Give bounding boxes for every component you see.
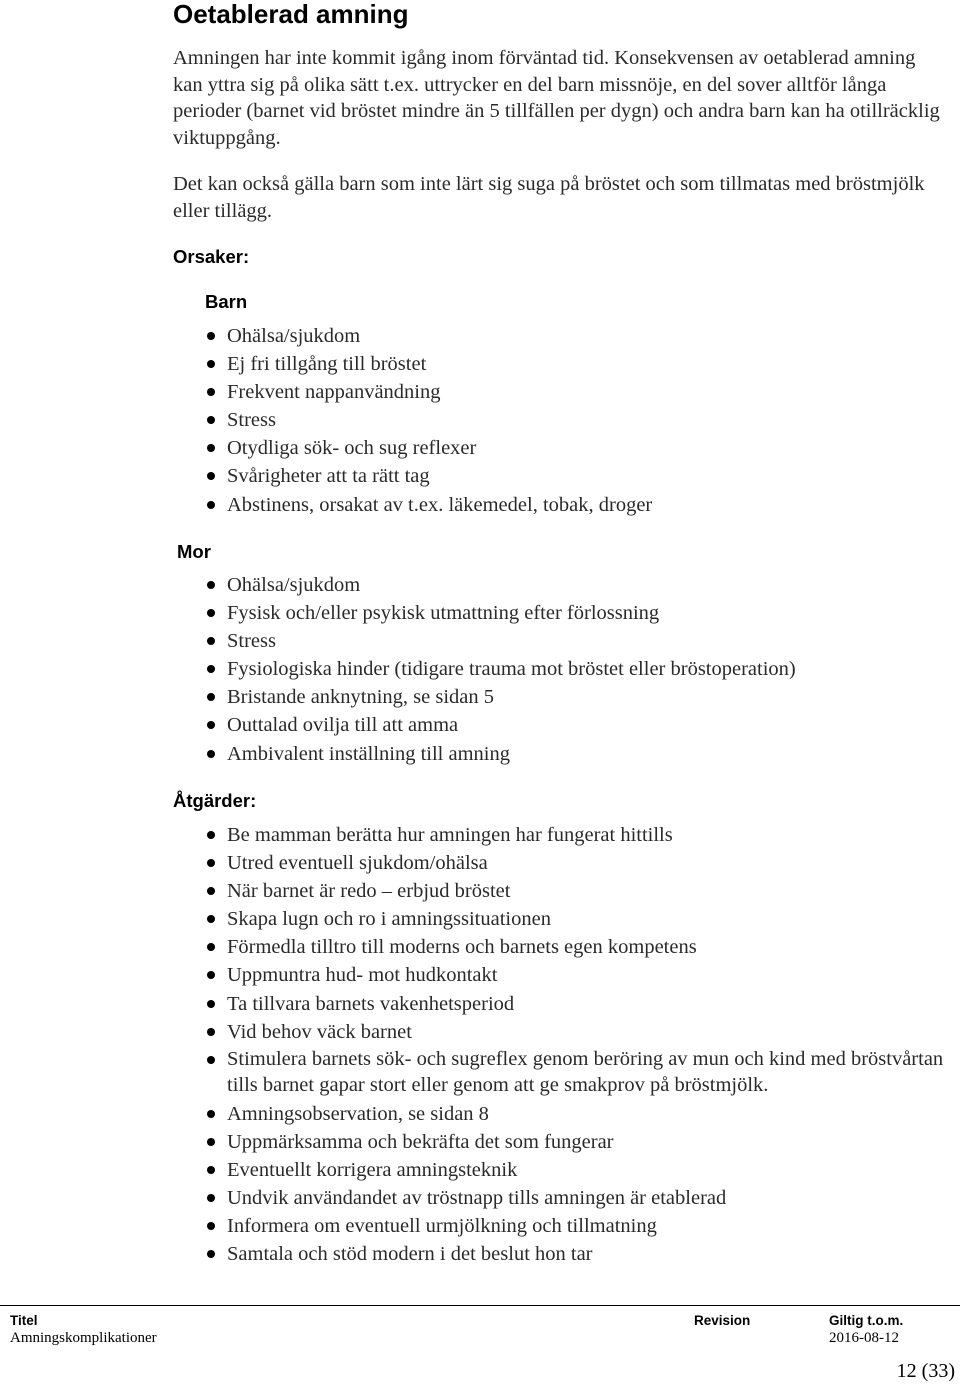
- bullet-icon: [207, 831, 215, 839]
- bullet-icon: [207, 859, 215, 867]
- mother-causes-list: [205, 571, 945, 768]
- bullet-icon: [207, 472, 215, 480]
- bullet-icon: [207, 609, 215, 617]
- list-item: Otydliga sök- och sug reflexer: [205, 434, 945, 462]
- list-item: När barnet är redo – erbjud bröstet: [205, 877, 945, 905]
- list-item: Be mamman berätta hur amningen har fungerat hittills: [205, 821, 945, 849]
- bullet-icon: [207, 887, 215, 895]
- footer-valid-label: Giltig t.o.m.: [829, 1313, 904, 1328]
- bullet-icon: [207, 665, 215, 673]
- list-item: Stress: [205, 627, 945, 655]
- causes-heading: Orsaker:: [173, 246, 250, 267]
- bullet-icon: [207, 332, 215, 340]
- bullet-icon: [207, 1110, 215, 1118]
- list-item: Abstinens, orsakat av t.ex. läkemedel, tobak, droger: [205, 491, 945, 519]
- bullet-icon: [207, 1222, 215, 1230]
- child-causes-heading: Barn: [205, 291, 248, 312]
- bullet-icon: [207, 943, 215, 951]
- actions-list: [205, 821, 945, 1268]
- list-item: Svårigheter att ta rätt tag: [205, 462, 945, 490]
- list-item: Fysisk och/eller psykisk utmattning efter förlossning: [205, 599, 945, 627]
- bullet-icon: [207, 360, 215, 368]
- list-item: Outtalad ovilja till att amma: [205, 711, 945, 739]
- list-item: Fysiologiska hinder (tidigare trauma mot bröstet eller bröstoperation): [205, 655, 945, 683]
- bullet-icon: [207, 750, 215, 758]
- list-item: Bristande anknytning, se sidan 5: [205, 683, 945, 711]
- list-item: Uppmärksamma och bekräfta det som fungerar: [205, 1128, 945, 1156]
- list-item: Ohälsa/sjukdom: [205, 571, 945, 599]
- footer-valid-value: 2016-08-12: [829, 1330, 899, 1346]
- footer-divider: [0, 1305, 960, 1306]
- list-item: Uppmuntra hud- mot hudkontakt: [205, 961, 945, 989]
- bullet-icon: [207, 915, 215, 923]
- list-item: Samtala och stöd modern i det beslut hon tar: [205, 1240, 945, 1268]
- bullet-icon: [207, 581, 215, 589]
- page-number: 12 (33): [896, 1360, 955, 1382]
- bullet-icon: [207, 693, 215, 701]
- intro-paragraph-2: Det kan också gälla barn som inte lärt sig suga på bröstet och som tillmatas med bröstmjölk eller tillägg.: [173, 173, 925, 222]
- bullet-icon: [207, 388, 215, 396]
- list-item: Vid behov väck barnet: [205, 1018, 945, 1046]
- bullet-icon: [207, 1250, 215, 1258]
- list-item: Skapa lugn och ro i amningssituationen: [205, 905, 945, 933]
- list-item: Ej fri tillgång till bröstet: [205, 350, 945, 378]
- actions-heading: Åtgärder:: [173, 790, 257, 811]
- bullet-icon: [207, 501, 215, 509]
- bullet-icon: [207, 1194, 215, 1202]
- bullet-icon: [207, 416, 215, 424]
- footer-revision-label: Revision: [694, 1313, 751, 1328]
- footer-title-value: Amningskomplikationer: [10, 1330, 157, 1346]
- bullet-icon: [207, 1056, 215, 1064]
- intro-paragraph-1: Amningen har inte kommit igång inom förväntad tid. Konsekvensen av oetablerad amning kan yttra sig på olika sätt t.ex. uttrycker en del barn missnöje, en del sover alltför långa perioder (barnet vid bröstet mindre än 5 tillfällen per dygn) och andra barn kan ha otillräcklig viktuppgång.: [173, 47, 940, 149]
- list-item: Undvik användandet av tröstnapp tills amningen är etablerad: [205, 1184, 945, 1212]
- footer-title-label: Titel: [10, 1313, 38, 1328]
- bullet-icon: [207, 1138, 215, 1146]
- bullet-icon: [207, 1166, 215, 1174]
- list-item: Utred eventuell sjukdom/ohälsa: [205, 849, 945, 877]
- list-item: Amningsobservation, se sidan 8: [205, 1100, 945, 1128]
- list-item: Stimulera barnets sök- och sugreflex genom beröring av mun och kind med bröstvårtan tills barnet gapar stort eller genom att ge smakprov på bröstmjölk.: [205, 1046, 945, 1100]
- list-item: Förmedla tilltro till moderns och barnets egen kompetens: [205, 933, 945, 961]
- bullet-icon: [207, 1028, 215, 1036]
- bullet-icon: [207, 444, 215, 452]
- list-item: Eventuellt korrigera amningsteknik: [205, 1156, 945, 1184]
- list-item: Informera om eventuell urmjölkning och tillmatning: [205, 1212, 945, 1240]
- list-item: Frekvent nappanvändning: [205, 378, 945, 406]
- list-item: Ohälsa/sjukdom: [205, 322, 945, 350]
- list-item: Ambivalent inställning till amning: [205, 740, 945, 768]
- child-causes-list: [205, 322, 945, 519]
- bullet-icon: [207, 1000, 215, 1008]
- mother-causes-heading: Mor: [177, 541, 211, 562]
- bullet-icon: [207, 637, 215, 645]
- list-item: Ta tillvara barnets vakenhetsperiod: [205, 990, 945, 1018]
- bullet-icon: [207, 971, 215, 979]
- bullet-icon: [207, 721, 215, 729]
- page-title: Oetablerad amning: [173, 0, 409, 29]
- list-item: Stress: [205, 406, 945, 434]
